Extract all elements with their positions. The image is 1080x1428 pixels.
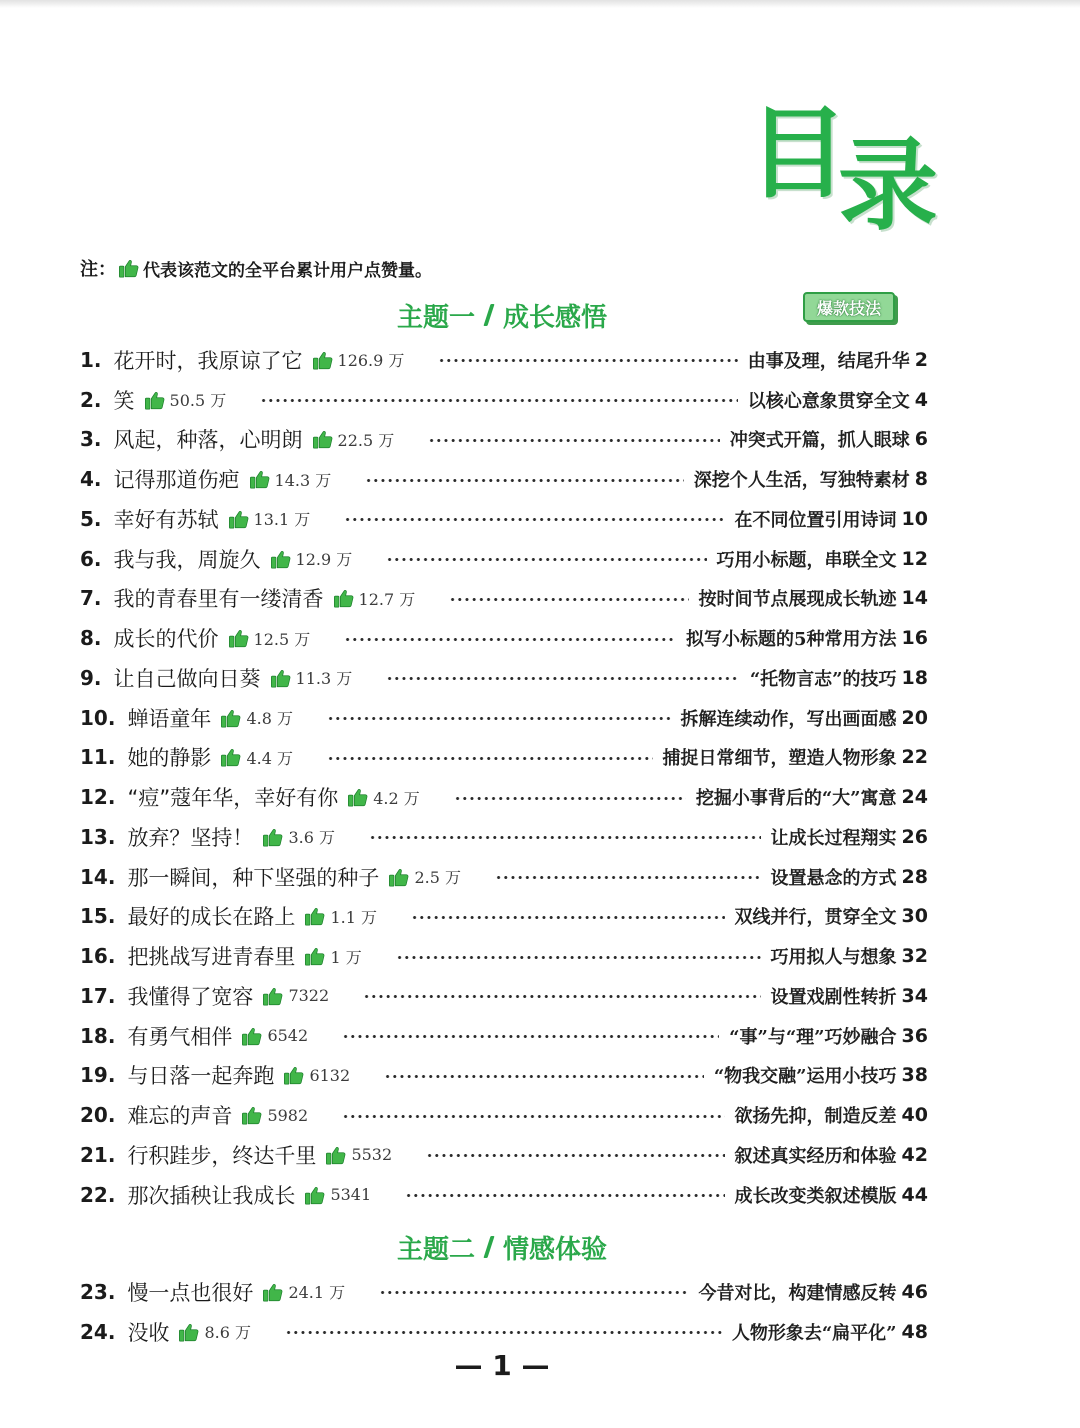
- page-number: 16: [901, 627, 928, 650]
- entry-number: 12.: [80, 785, 116, 810]
- like-count: 4.8 万: [246, 709, 293, 729]
- thumbs-up-icon: [262, 1281, 284, 1303]
- writing-technique: 在不同位置引用诗词: [734, 509, 897, 531]
- entry-number: 2.: [80, 387, 102, 412]
- thumbs-up-icon: [241, 1025, 263, 1047]
- dot-leader: [344, 637, 676, 642]
- toc-entry: [80, 499, 928, 539]
- thumbs-up-icon: [262, 826, 284, 848]
- entry-number: 10.: [80, 705, 116, 730]
- like-count: 8.6 万: [204, 1323, 251, 1343]
- thumbs-up-icon: [178, 1321, 200, 1343]
- entry-title: 把挑战写进青春里: [127, 945, 296, 970]
- dot-leader: [426, 1153, 724, 1158]
- toc-entry: [80, 976, 928, 1016]
- toc-entry: [80, 777, 928, 817]
- like-count: 12.5 万: [253, 629, 311, 649]
- entry-title: 有勇气相伴: [127, 1024, 233, 1049]
- entry-number: 11.: [80, 745, 116, 770]
- entry-title: 与日落一起奔跑: [127, 1064, 275, 1089]
- section-heading-1: [397, 299, 607, 331]
- page-number: 20: [901, 706, 928, 729]
- thumbs-up-icon: [249, 468, 271, 490]
- dot-leader: [260, 398, 738, 403]
- like-count: 126.9 万: [337, 351, 405, 371]
- writing-technique: 巧用拟人与想象: [770, 947, 897, 969]
- dot-leader: [411, 915, 725, 920]
- like-count: 5532: [351, 1145, 393, 1165]
- page-number: 24: [901, 786, 928, 809]
- page-number: 44: [901, 1183, 928, 1206]
- page-number: 32: [901, 945, 928, 968]
- entry-title: 让自己做向日葵: [113, 666, 261, 691]
- entry-title: 那一瞬间，种下坚强的种子: [127, 865, 380, 890]
- entry-number: 8.: [80, 626, 102, 651]
- like-count: 1.1 万: [330, 907, 377, 927]
- dot-leader: [342, 1114, 724, 1119]
- dot-leader: [495, 875, 761, 880]
- dot-leader: [379, 1290, 688, 1295]
- page-number-footer: — 1 —: [454, 1349, 550, 1382]
- thumbs-up-icon: [347, 786, 369, 808]
- entry-title: 那次插秧让我成长: [127, 1183, 296, 1208]
- entry-title: 风起，种落，心明朗: [113, 428, 303, 453]
- entry-number: 13.: [80, 824, 116, 849]
- writing-technique: 设置戏剧性转折: [770, 986, 897, 1008]
- entry-title: 最好的成长在路上: [127, 905, 296, 930]
- writing-technique: 设置悬念的方式: [770, 867, 897, 889]
- section-theme: 主题一: [397, 302, 476, 333]
- entry-number: 18.: [80, 1023, 116, 1048]
- writing-technique: “事”与“理”巧妙融合: [729, 1026, 897, 1048]
- thumbs-up-icon: [270, 548, 292, 570]
- like-count: 22.5 万: [337, 430, 395, 450]
- writing-technique: 让成长过程翔实: [770, 827, 897, 849]
- entry-number: 19.: [80, 1063, 116, 1088]
- entry-title: 行积跬步，终达千里: [127, 1143, 317, 1168]
- toc-entry: [80, 459, 928, 499]
- thumbs-up-icon: [220, 707, 242, 729]
- page-number: 6: [914, 428, 928, 451]
- entry-number: 4.: [80, 467, 102, 492]
- entry-title: “痘”蔻年华，幸好有你: [127, 786, 339, 811]
- dot-leader: [285, 1330, 722, 1335]
- page-number: 38: [901, 1064, 928, 1087]
- thumbs-up-icon: [283, 1064, 305, 1086]
- page-number: 36: [901, 1024, 928, 1047]
- writing-technique: 深挖个人生活，写独特素材: [693, 470, 910, 492]
- thumbs-up-icon: [262, 985, 284, 1007]
- writing-technique: 冲突式开篇，抓人眼球: [729, 430, 910, 452]
- like-count: 5341: [330, 1185, 372, 1205]
- toc-entry: [80, 1095, 928, 1135]
- writing-technique: 以核心意象贯穿全文: [747, 390, 910, 412]
- like-count: 12.9 万: [295, 550, 353, 570]
- toc-entry: [80, 1312, 928, 1352]
- toc-entry: [80, 1135, 928, 1175]
- entry-number: 7.: [80, 586, 102, 611]
- thumbs-up-icon: [220, 746, 242, 768]
- entry-number: 15.: [80, 904, 116, 929]
- thumbs-up-icon: [333, 587, 355, 609]
- page-number: 46: [901, 1280, 928, 1303]
- entry-title: 难忘的声音: [127, 1104, 233, 1129]
- like-count: 3.6 万: [288, 828, 335, 848]
- entry-title: 慢一点也很好: [127, 1280, 254, 1305]
- toc-entry: [80, 420, 928, 460]
- toc-entry: [80, 1016, 928, 1056]
- entry-title: 笑: [113, 388, 135, 413]
- like-count: 4.4 万: [246, 748, 293, 768]
- entry-title: 我的青春里有一缕清香: [113, 587, 324, 612]
- note-text: 代表该范文的全平台累计用户点赞量。: [143, 260, 432, 281]
- dot-leader: [384, 1074, 704, 1079]
- thumbs-up-icon: [312, 349, 334, 371]
- toc-entry: [80, 857, 928, 897]
- dot-leader: [369, 835, 761, 840]
- thumbs-up-icon: [304, 905, 326, 927]
- page-number: 28: [901, 865, 928, 888]
- entry-number: 23.: [80, 1279, 116, 1304]
- toc-entry: [80, 658, 928, 698]
- page-title-char-2: 录: [838, 127, 938, 244]
- toc-entry: [80, 340, 928, 380]
- dot-leader: [344, 517, 724, 522]
- entry-number: 6.: [80, 546, 102, 571]
- writing-technique: “托物言志”的技巧: [749, 668, 897, 690]
- writing-technique: 叙述真实经历和体验: [734, 1145, 897, 1167]
- writing-technique: 巧用小标题，串联全文: [716, 549, 897, 571]
- like-count: 13.1 万: [253, 510, 311, 530]
- toc-entry: [80, 579, 928, 619]
- entry-title: 成长的代价: [113, 627, 219, 652]
- writing-technique: 拟写小标题的5种常用方法: [686, 629, 897, 651]
- like-count: 50.5 万: [169, 391, 227, 411]
- writing-technique: 人物形象去“扁平化”: [731, 1322, 897, 1344]
- technique-tag: 爆款技法: [803, 292, 895, 322]
- toc-entry: [80, 380, 928, 420]
- writing-technique: 按时间节点展现成长轨迹: [698, 589, 897, 611]
- page-number: 14: [901, 587, 928, 610]
- entry-number: 20.: [80, 1103, 116, 1128]
- entry-title: 我与我，周旋久: [113, 547, 261, 572]
- page-number: 22: [901, 746, 928, 769]
- toc-list-section-2: [80, 1272, 928, 1352]
- dot-leader: [342, 1034, 719, 1039]
- dot-leader: [386, 557, 706, 562]
- writing-technique: 成长改变类叙述模版: [734, 1185, 897, 1207]
- page-number: 2: [914, 348, 928, 371]
- like-count: 14.3 万: [274, 470, 332, 490]
- entry-number: 21.: [80, 1142, 116, 1167]
- thumbs-up-icon: [118, 257, 140, 279]
- writing-technique: 挖掘小事背后的“大”寓意: [695, 788, 897, 810]
- toc-entry: [80, 698, 928, 738]
- dot-leader: [449, 597, 688, 602]
- entry-number: 1.: [80, 347, 102, 372]
- page-number: 30: [901, 905, 928, 928]
- entry-title: 我懂得了宽容: [127, 984, 254, 1009]
- entry-number: 9.: [80, 665, 102, 690]
- toc-entry: [80, 897, 928, 937]
- page-number: 10: [901, 507, 928, 530]
- thumbs-up-icon: [270, 667, 292, 689]
- toc-list-section-1: [80, 340, 928, 1215]
- like-count: 7322: [288, 986, 330, 1006]
- dot-leader: [405, 1193, 724, 1198]
- like-count: 6132: [309, 1065, 351, 1085]
- dot-leader: [438, 358, 737, 363]
- dot-leader: [396, 955, 761, 960]
- dot-leader: [454, 796, 686, 801]
- section-heading-2: [397, 1231, 607, 1263]
- entry-title: 幸好有苏轼: [113, 507, 219, 532]
- page-number: 4: [914, 388, 928, 411]
- thumbs-up-icon: [304, 1184, 326, 1206]
- like-count: 2.5 万: [414, 868, 461, 888]
- page-edge-shade: [0, 0, 1080, 8]
- entry-title: 放弃？坚持！: [127, 825, 254, 850]
- toc-entry: [80, 1056, 928, 1096]
- page-number: 12: [901, 547, 928, 570]
- entry-number: 24.: [80, 1319, 116, 1344]
- note-prefix: 注：: [80, 259, 116, 280]
- thumbs-up-icon: [228, 627, 250, 649]
- toc-entry: [80, 936, 928, 976]
- toc-entry: [80, 817, 928, 857]
- entry-number: 22.: [80, 1182, 116, 1207]
- entry-number: 16.: [80, 944, 116, 969]
- toc-entry: [80, 539, 928, 579]
- entry-title: 蝉语童年: [127, 706, 212, 731]
- thumbs-up-icon: [241, 1104, 263, 1126]
- dot-leader: [363, 994, 760, 999]
- legend-note: [80, 255, 432, 281]
- like-count: 6542: [267, 1026, 309, 1046]
- page-number: 40: [901, 1104, 928, 1127]
- thumbs-up-icon: [228, 508, 250, 530]
- section-name: 成长感悟: [503, 302, 608, 333]
- thumbs-up-icon: [388, 866, 410, 888]
- writing-technique: 今昔对比，构建情感反转: [698, 1282, 897, 1304]
- entry-number: 5.: [80, 506, 102, 531]
- page-number: 48: [901, 1320, 928, 1343]
- section-theme: 主题二: [397, 1234, 476, 1265]
- page-number: 34: [901, 984, 928, 1007]
- thumbs-up-icon: [325, 1144, 347, 1166]
- page-number: 18: [901, 666, 928, 689]
- entry-title: 记得那道伤疤: [113, 468, 240, 493]
- entry-number: 17.: [80, 983, 116, 1008]
- section-name: 情感体验: [503, 1234, 608, 1265]
- like-count: 24.1 万: [288, 1283, 346, 1303]
- like-count: 4.2 万: [373, 788, 420, 808]
- page-number: 26: [901, 825, 928, 848]
- dot-leader: [327, 716, 671, 721]
- toc-entry: [80, 1272, 928, 1312]
- writing-technique: 捕捉日常细节，塑造人物形象: [662, 748, 897, 770]
- section-separator: [483, 304, 494, 326]
- page-number: 42: [901, 1143, 928, 1166]
- writing-technique: 欲扬先抑，制造反差: [734, 1106, 897, 1128]
- like-count: 12.7 万: [358, 589, 416, 609]
- thumbs-up-icon: [144, 389, 166, 411]
- writing-technique: 拆解连续动作，写出画面感: [680, 708, 897, 730]
- page-number: 8: [914, 468, 928, 491]
- entry-number: 14.: [80, 864, 116, 889]
- dot-leader: [428, 438, 720, 443]
- like-count: 1 万: [330, 947, 362, 967]
- like-count: 11.3 万: [295, 669, 353, 689]
- writing-technique: 双线并行，贯穿全文: [734, 907, 897, 929]
- page-title-char-1: 目: [748, 95, 848, 212]
- toc-entry: [80, 618, 928, 658]
- thumbs-up-icon: [304, 945, 326, 967]
- entry-title: 她的静影: [127, 746, 212, 771]
- entry-title: 花开时，我原谅了它: [113, 348, 303, 373]
- section-separator: [483, 1236, 494, 1258]
- writing-technique: “物我交融”运用小技巧: [713, 1066, 897, 1088]
- dot-leader: [386, 676, 740, 681]
- toc-entry: [80, 738, 928, 778]
- dot-leader: [365, 478, 684, 483]
- dot-leader: [327, 756, 653, 761]
- like-count: 5982: [267, 1105, 309, 1125]
- entry-title: 没收: [127, 1320, 170, 1345]
- toc-entry: [80, 1175, 928, 1215]
- writing-technique: 由事及理，结尾升华: [747, 350, 910, 372]
- entry-number: 3.: [80, 427, 102, 452]
- thumbs-up-icon: [312, 428, 334, 450]
